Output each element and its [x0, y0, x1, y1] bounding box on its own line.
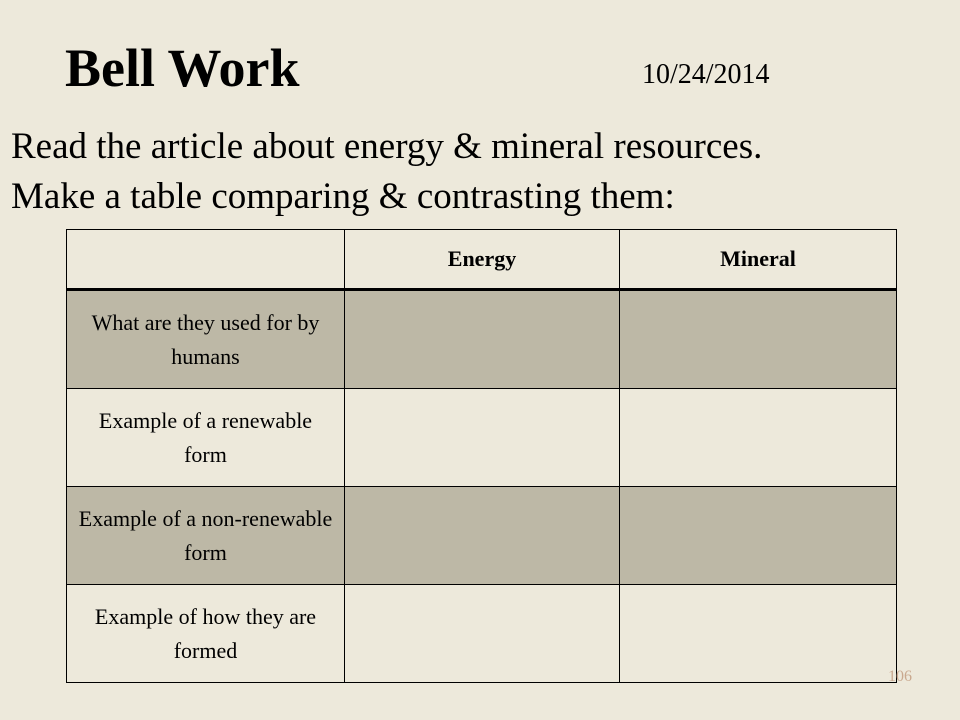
instruction-line-1: Read the article about energy & mineral resources.	[11, 126, 763, 167]
mineral-cell	[620, 585, 897, 683]
header-mineral: Mineral	[620, 230, 897, 290]
energy-cell	[345, 487, 620, 585]
row-label: What are they used for by humans	[67, 290, 345, 389]
comparison-table	[66, 229, 897, 683]
energy-cell	[345, 585, 620, 683]
instruction-line-2: Make a table comparing & contrasting them:	[11, 176, 675, 217]
header-energy: Energy	[345, 230, 620, 290]
energy-cell	[345, 290, 620, 389]
row-label: Example of a renewable form	[67, 389, 345, 487]
energy-cell	[345, 389, 620, 487]
mineral-cell	[620, 290, 897, 389]
table-row	[67, 585, 897, 683]
instructions	[11, 122, 951, 222]
table-header-row	[67, 230, 897, 290]
table-row	[67, 389, 897, 487]
header-empty-cell	[67, 230, 345, 290]
page-number: 106	[888, 668, 912, 685]
table-row	[67, 487, 897, 585]
row-label: Example of a non-renewable form	[67, 487, 345, 585]
row-label: Example of how they are formed	[67, 585, 345, 683]
mineral-cell	[620, 389, 897, 487]
table-row	[67, 290, 897, 389]
mineral-cell	[620, 487, 897, 585]
slide-title: Bell Work	[65, 38, 300, 98]
slide-date: 10/24/2014	[642, 59, 770, 90]
